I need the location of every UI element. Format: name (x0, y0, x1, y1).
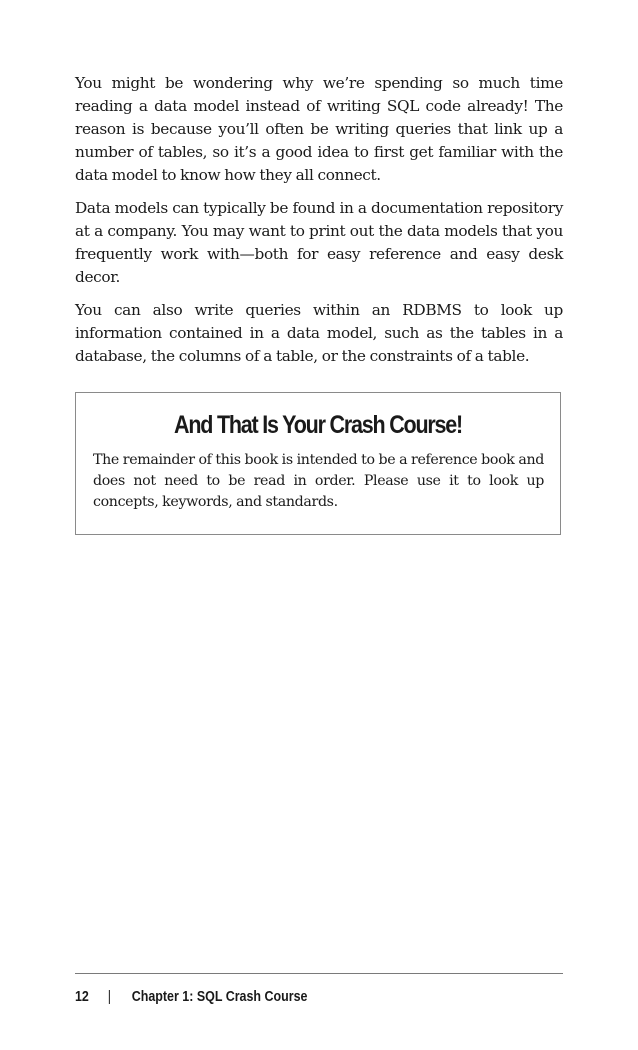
footer-separator: | (107, 989, 112, 1005)
footer-divider (75, 973, 563, 974)
callout-title: And That Is Your Crash Course! (173, 411, 463, 439)
paragraph-rdbms-queries: You can also write queries within an RDBMS to look up information contained in a data model, such as the tables in a database, the columns of a table, or the constraints of a table. (75, 301, 563, 365)
page-number: 12 (75, 989, 89, 1005)
callout-box (75, 392, 561, 535)
page-footer (75, 986, 307, 1008)
body-text (75, 72, 563, 378)
chapter-title: Chapter 1: SQL Crash Course (131, 989, 308, 1005)
callout-body: The remainder of this book is intended to be a reference book and does not need to be read in order. Please use it to look up concepts, keywords, and standards. (93, 452, 544, 510)
paragraph-data-model-location: Data models can typically be found in a documentation repository at a company. You may want to print out the data models that you frequently work with—both for easy reference and easy desk decor. (75, 199, 563, 286)
paragraph-data-model-intro: You might be wondering why we’re spending so much time reading a data model instead of writing SQL code already! The reason is because you’ll often be writing queries that link up a number of tables, so it’s a good idea to first get familiar with the data model to know how they all connect. (75, 74, 563, 184)
